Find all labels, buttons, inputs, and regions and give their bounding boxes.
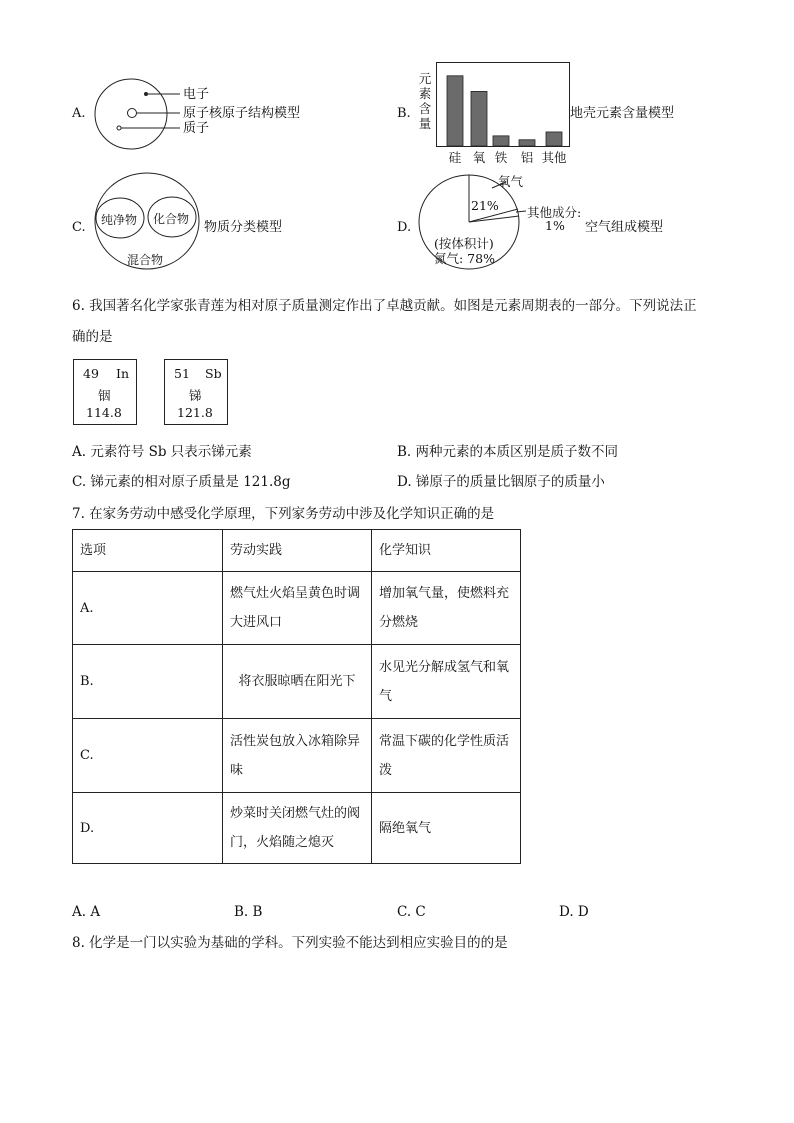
atom-outer-circle — [95, 79, 167, 149]
antimony-symbol: Sb — [205, 366, 222, 381]
row-c-option: C. — [73, 719, 223, 793]
mixture-label: 混合物 — [127, 253, 164, 267]
other-percent: 1% — [545, 218, 565, 233]
option-d-letter: D. — [397, 220, 412, 235]
indium-symbol: In — [116, 366, 129, 381]
row-b-knowledge: 水见光分解成氢气和氧气 — [372, 645, 521, 719]
classification-caption: 物质分类模型 — [204, 220, 283, 235]
oxygen-percent: 21% — [471, 198, 499, 213]
q6-option-c: C. 锑元素的相对原子质量是 121.8g — [72, 474, 291, 490]
nucleus-circle — [128, 109, 137, 118]
crust-element-bar-chart — [436, 62, 571, 168]
row-c-practice: 活性炭包放入冰箱除异味 — [223, 719, 372, 793]
bar-3 — [519, 140, 535, 146]
row-a-knowledge: 增加氧气量，使燃料充分燃烧 — [372, 572, 521, 645]
bar-category-label: 硅 — [448, 150, 462, 165]
proton-label: 质子 — [183, 121, 210, 136]
pure-substance-label: 纯净物 — [101, 213, 138, 227]
oxygen-label: 氧气 — [498, 174, 524, 189]
row-d-practice: 炒菜时关闭燃气灶的阀门，火焰随之熄灭 — [223, 793, 372, 864]
atom-model-caption: 原子结构模型 — [222, 106, 301, 121]
air-model-caption: 空气组成模型 — [585, 220, 664, 235]
header-knowledge: 化学知识 — [372, 530, 521, 572]
bar-category-label: 其他 — [541, 150, 567, 165]
bar-4 — [546, 132, 562, 146]
by-volume-label: (按体积计) — [434, 236, 494, 251]
bar-category-label: 铝 — [520, 150, 534, 165]
row-b-option: B. — [73, 645, 223, 719]
table-row — [73, 572, 521, 645]
other-label: 其他成分: — [527, 205, 582, 220]
table-row — [73, 719, 521, 793]
pie-divider-other — [469, 216, 519, 222]
indium-name: 铟 — [98, 388, 111, 403]
q7-answer-b: B. B — [234, 904, 263, 920]
q7-answer-a: A. A — [72, 904, 101, 920]
nucleus-label: 原子核 — [183, 106, 223, 121]
q6-option-d: D. 锑原子的质量比铟原子的质量小 — [397, 474, 605, 490]
bar-category-label: 铁 — [494, 150, 508, 165]
option-b-letter: B. — [397, 106, 411, 121]
compound-label: 化合物 — [153, 212, 190, 226]
row-a-option: A. — [73, 572, 223, 645]
indium-mass: 114.8 — [86, 405, 122, 420]
q6-stem-line1: 6. 我国著名化学家张青莲为相对原子质量测定作出了卓越贡献。如图是元素周期表的一部分。下列说法正 — [72, 298, 697, 314]
q8-stem: 8. 化学是一门以实验为基础的学科。下列实验不能达到相应实验目的的是 — [72, 935, 508, 951]
nitrogen-label: 氮气: 78% — [434, 251, 495, 266]
row-b-practice: 将衣服晾晒在阳光下 — [223, 645, 372, 719]
option-c-letter: C. — [72, 220, 86, 235]
option-a-letter: A. — [72, 106, 86, 121]
q6-stem-line2: 确的是 — [72, 329, 113, 345]
indium-number: 49 — [83, 366, 99, 381]
header-option: 选项 — [73, 530, 223, 572]
antimony-mass: 121.8 — [177, 405, 213, 420]
electron-dot — [144, 92, 148, 96]
q7-table — [72, 529, 521, 864]
row-d-option: D. — [73, 793, 223, 864]
bar-category-label: 氧 — [472, 150, 486, 165]
q7-answer-d: D. D — [559, 904, 589, 920]
bar-chart-ylabel: 元 素 含 量 — [418, 71, 432, 131]
table-row — [73, 793, 521, 864]
row-a-practice: 燃气灶火焰呈黄色时调大进风口 — [223, 572, 372, 645]
proton-dot — [117, 126, 121, 130]
header-practice: 劳动实践 — [223, 530, 372, 572]
element-card-indium — [73, 359, 137, 425]
q6-option-b: B. 两种元素的本质区别是质子数不同 — [397, 444, 619, 460]
table-row — [73, 645, 521, 719]
q6-option-a: A. 元素符号 Sb 只表示锑元素 — [72, 444, 252, 460]
electron-label: 电子 — [183, 87, 210, 102]
row-c-knowledge: 常温下碳的化学性质活泼 — [372, 719, 521, 793]
antimony-name: 锑 — [189, 388, 202, 403]
crust-model-caption: 地壳元素含量模型 — [570, 106, 675, 121]
table-header-row — [73, 530, 521, 572]
bar-2 — [493, 136, 509, 146]
q7-stem: 7. 在家务劳动中感受化学原理，下列家务劳动中涉及化学知识正确的是 — [72, 506, 495, 522]
element-card-antimony — [164, 359, 228, 425]
row-d-knowledge: 隔绝氧气 — [372, 793, 521, 864]
antimony-number: 51 — [174, 366, 190, 381]
bar-0 — [447, 76, 463, 146]
q7-answer-c: C. C — [397, 904, 426, 920]
bar-1 — [471, 91, 487, 146]
